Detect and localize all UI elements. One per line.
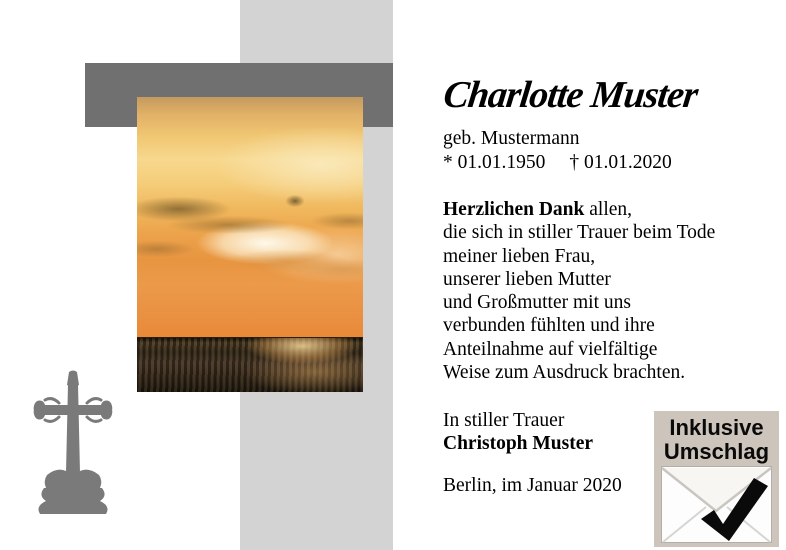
thanks-bold: Herzlichen Dank bbox=[443, 199, 585, 220]
thanks-line bbox=[443, 198, 715, 221]
death-date: † 01.01.2020 bbox=[569, 152, 672, 173]
closing-intro: In stiller Trauer bbox=[443, 410, 565, 431]
thanks-line: die sich in stiller Trauer beim Tode bbox=[443, 222, 716, 244]
badge-line-2: Umschlag bbox=[663, 439, 770, 464]
thanks-paragraph bbox=[443, 198, 715, 384]
mourner-name: Christoph Muster bbox=[443, 433, 594, 455]
life-data bbox=[443, 127, 672, 175]
thanks-line: verbunden fühlten und ihre bbox=[443, 315, 655, 337]
thanks-rest: allen, bbox=[584, 199, 633, 220]
thanks-line: und Großmutter mit uns bbox=[443, 292, 631, 314]
thanks-line: unserer lieben Mutter bbox=[443, 268, 611, 290]
thanks-line: meiner lieben Frau, bbox=[443, 245, 596, 267]
place-date: Berlin, im Januar 2020 bbox=[443, 475, 622, 496]
sunset-photo bbox=[137, 97, 363, 392]
dates-line bbox=[443, 151, 672, 175]
thanks-line: Weise zum Ausdruck brachten. bbox=[443, 362, 686, 384]
memorial-cross-icon bbox=[33, 369, 113, 515]
badge-text bbox=[654, 416, 779, 464]
photo-sea bbox=[137, 337, 363, 392]
envelope-icon bbox=[661, 466, 772, 543]
birth-date: * 01.01.1950 bbox=[443, 152, 546, 173]
deceased-name: Charlotte Muster bbox=[441, 74, 700, 116]
thanks-line: Anteilnahme auf vielfältige bbox=[443, 338, 658, 360]
inklusive-umschlag-badge bbox=[654, 411, 779, 547]
closing-block bbox=[443, 409, 593, 456]
badge-line-1: Inklusive bbox=[669, 415, 764, 440]
maiden-name: geb. Mustermann bbox=[443, 128, 580, 149]
photo-clouds bbox=[137, 97, 363, 337]
